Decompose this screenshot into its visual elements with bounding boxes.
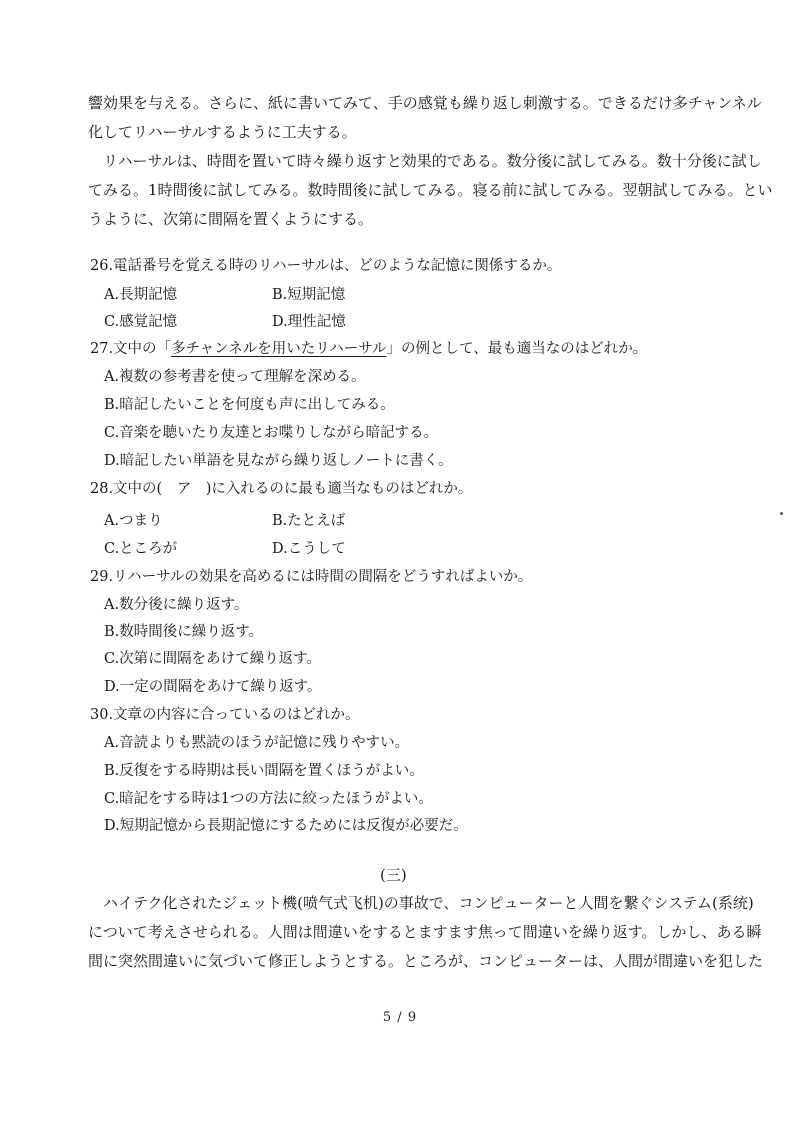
passage-line: ハイテク化されたジェット機(喷气式飞机)の事故で、コンピューターと人間を繋ぐシステム(系统) — [88, 894, 754, 912]
passage-line: 化してリハーサルするように工夫する。 — [88, 123, 357, 141]
passage-line: うように、次第に間隔を置くようにする。 — [88, 210, 374, 228]
section-three-passage — [88, 893, 764, 971]
question-30-stem: 30.文章の内容に合っているのはどれか。 — [90, 707, 360, 723]
question-27-option-b[interactable]: B.暗記したいことを何度も声に出してみる。 — [104, 397, 395, 413]
question-29-option-a[interactable]: A.数分後に繰り返す。 — [104, 597, 249, 613]
question-27-stem-suffix: 」の例として、最も適当なのはどれか。 — [386, 341, 648, 357]
question-27-stem-prefix: 27.文中の「 — [90, 341, 172, 357]
question-26-option-c[interactable]: C.感覚記憶 — [104, 314, 178, 330]
question-29-option-d[interactable]: D.一定の間隔をあけて繰り返す。 — [104, 679, 322, 695]
question-28-option-d[interactable]: D.こうして — [272, 541, 346, 557]
question-26-option-b[interactable]: B.短期記憶 — [272, 287, 346, 303]
page-number: 5 / 9 — [382, 1010, 418, 1025]
passage-line: 間に突然間違いに気づいて修正しようとする。ところが、コンピューターは、人間が間違いを犯した — [88, 952, 764, 970]
question-27-stem — [90, 339, 647, 359]
question-30-option-c[interactable]: C.暗記をする時は1つの方法に絞ったほうがよい。 — [104, 791, 433, 807]
scan-speck — [780, 512, 783, 515]
question-26-stem: 26.電話番号を覚える時のリハーサルは、どのような記憶に関係するか。 — [90, 258, 562, 274]
question-29-option-b[interactable]: B.数時間後に繰り返す。 — [104, 624, 264, 640]
section-three-title: (三) — [380, 866, 407, 884]
question-26-option-a[interactable]: A.長期記憶 — [104, 287, 178, 303]
question-27-underlined-phrase: 多チャンネルを用いたリハーサル — [171, 341, 387, 357]
question-28-option-c[interactable]: C.ところが — [104, 541, 178, 557]
question-28-option-a[interactable]: A.つまり — [104, 513, 163, 529]
question-27-option-a[interactable]: A.複数の参考書を使って理解を深める。 — [104, 369, 366, 385]
question-29-option-c[interactable]: C.次第に間隔をあけて繰り返す。 — [104, 651, 322, 667]
question-29-stem: 29.リハーサルの効果を高めるには時間の間隔をどうすればよいか。 — [90, 569, 533, 585]
passage-top — [88, 93, 773, 229]
question-26-option-d[interactable]: D.理性記憶 — [272, 314, 346, 330]
question-28-stem: 28.文中の( ア )に入れるのに最も適当なものはどれか。 — [90, 481, 473, 497]
question-27-option-d[interactable]: D.暗記したい単語を見ながら繰り返しノートに書く。 — [104, 453, 453, 469]
passage-line: について考えさせられる。人間は間違いをするとますます焦って間違いを繰り返す。しかし、ある瞬 — [88, 923, 762, 941]
question-27-option-c[interactable]: C.音楽を聴いたり友達とお喋りしながら暗記する。 — [104, 425, 439, 441]
passage-line: てみる。1時間後に試してみる。数時間後に試してみる。寝る前に試してみる。翌朝試してみる。とい — [88, 181, 773, 199]
passage-line: リハーサルは、時間を置いて時々繰り返すと効果的である。数分後に試してみる。数十分後に試し — [88, 152, 762, 170]
passage-line: 響効果を与える。さらに、紙に書いてみて、手の感覚も繰り返し刺激する。できるだけ多チャンネル — [88, 94, 762, 112]
question-28-option-b[interactable]: B.たとえば — [272, 513, 346, 529]
question-30-option-a[interactable]: A.音読よりも黙読のほうが記憶に残りやすい。 — [104, 735, 410, 751]
question-30-option-b[interactable]: B.反復をする時期は長い間隔を置くほうがよい。 — [104, 763, 424, 779]
question-30-option-d[interactable]: D.短期記憶から長期記憶にするためには反復が必要だ。 — [104, 818, 468, 834]
